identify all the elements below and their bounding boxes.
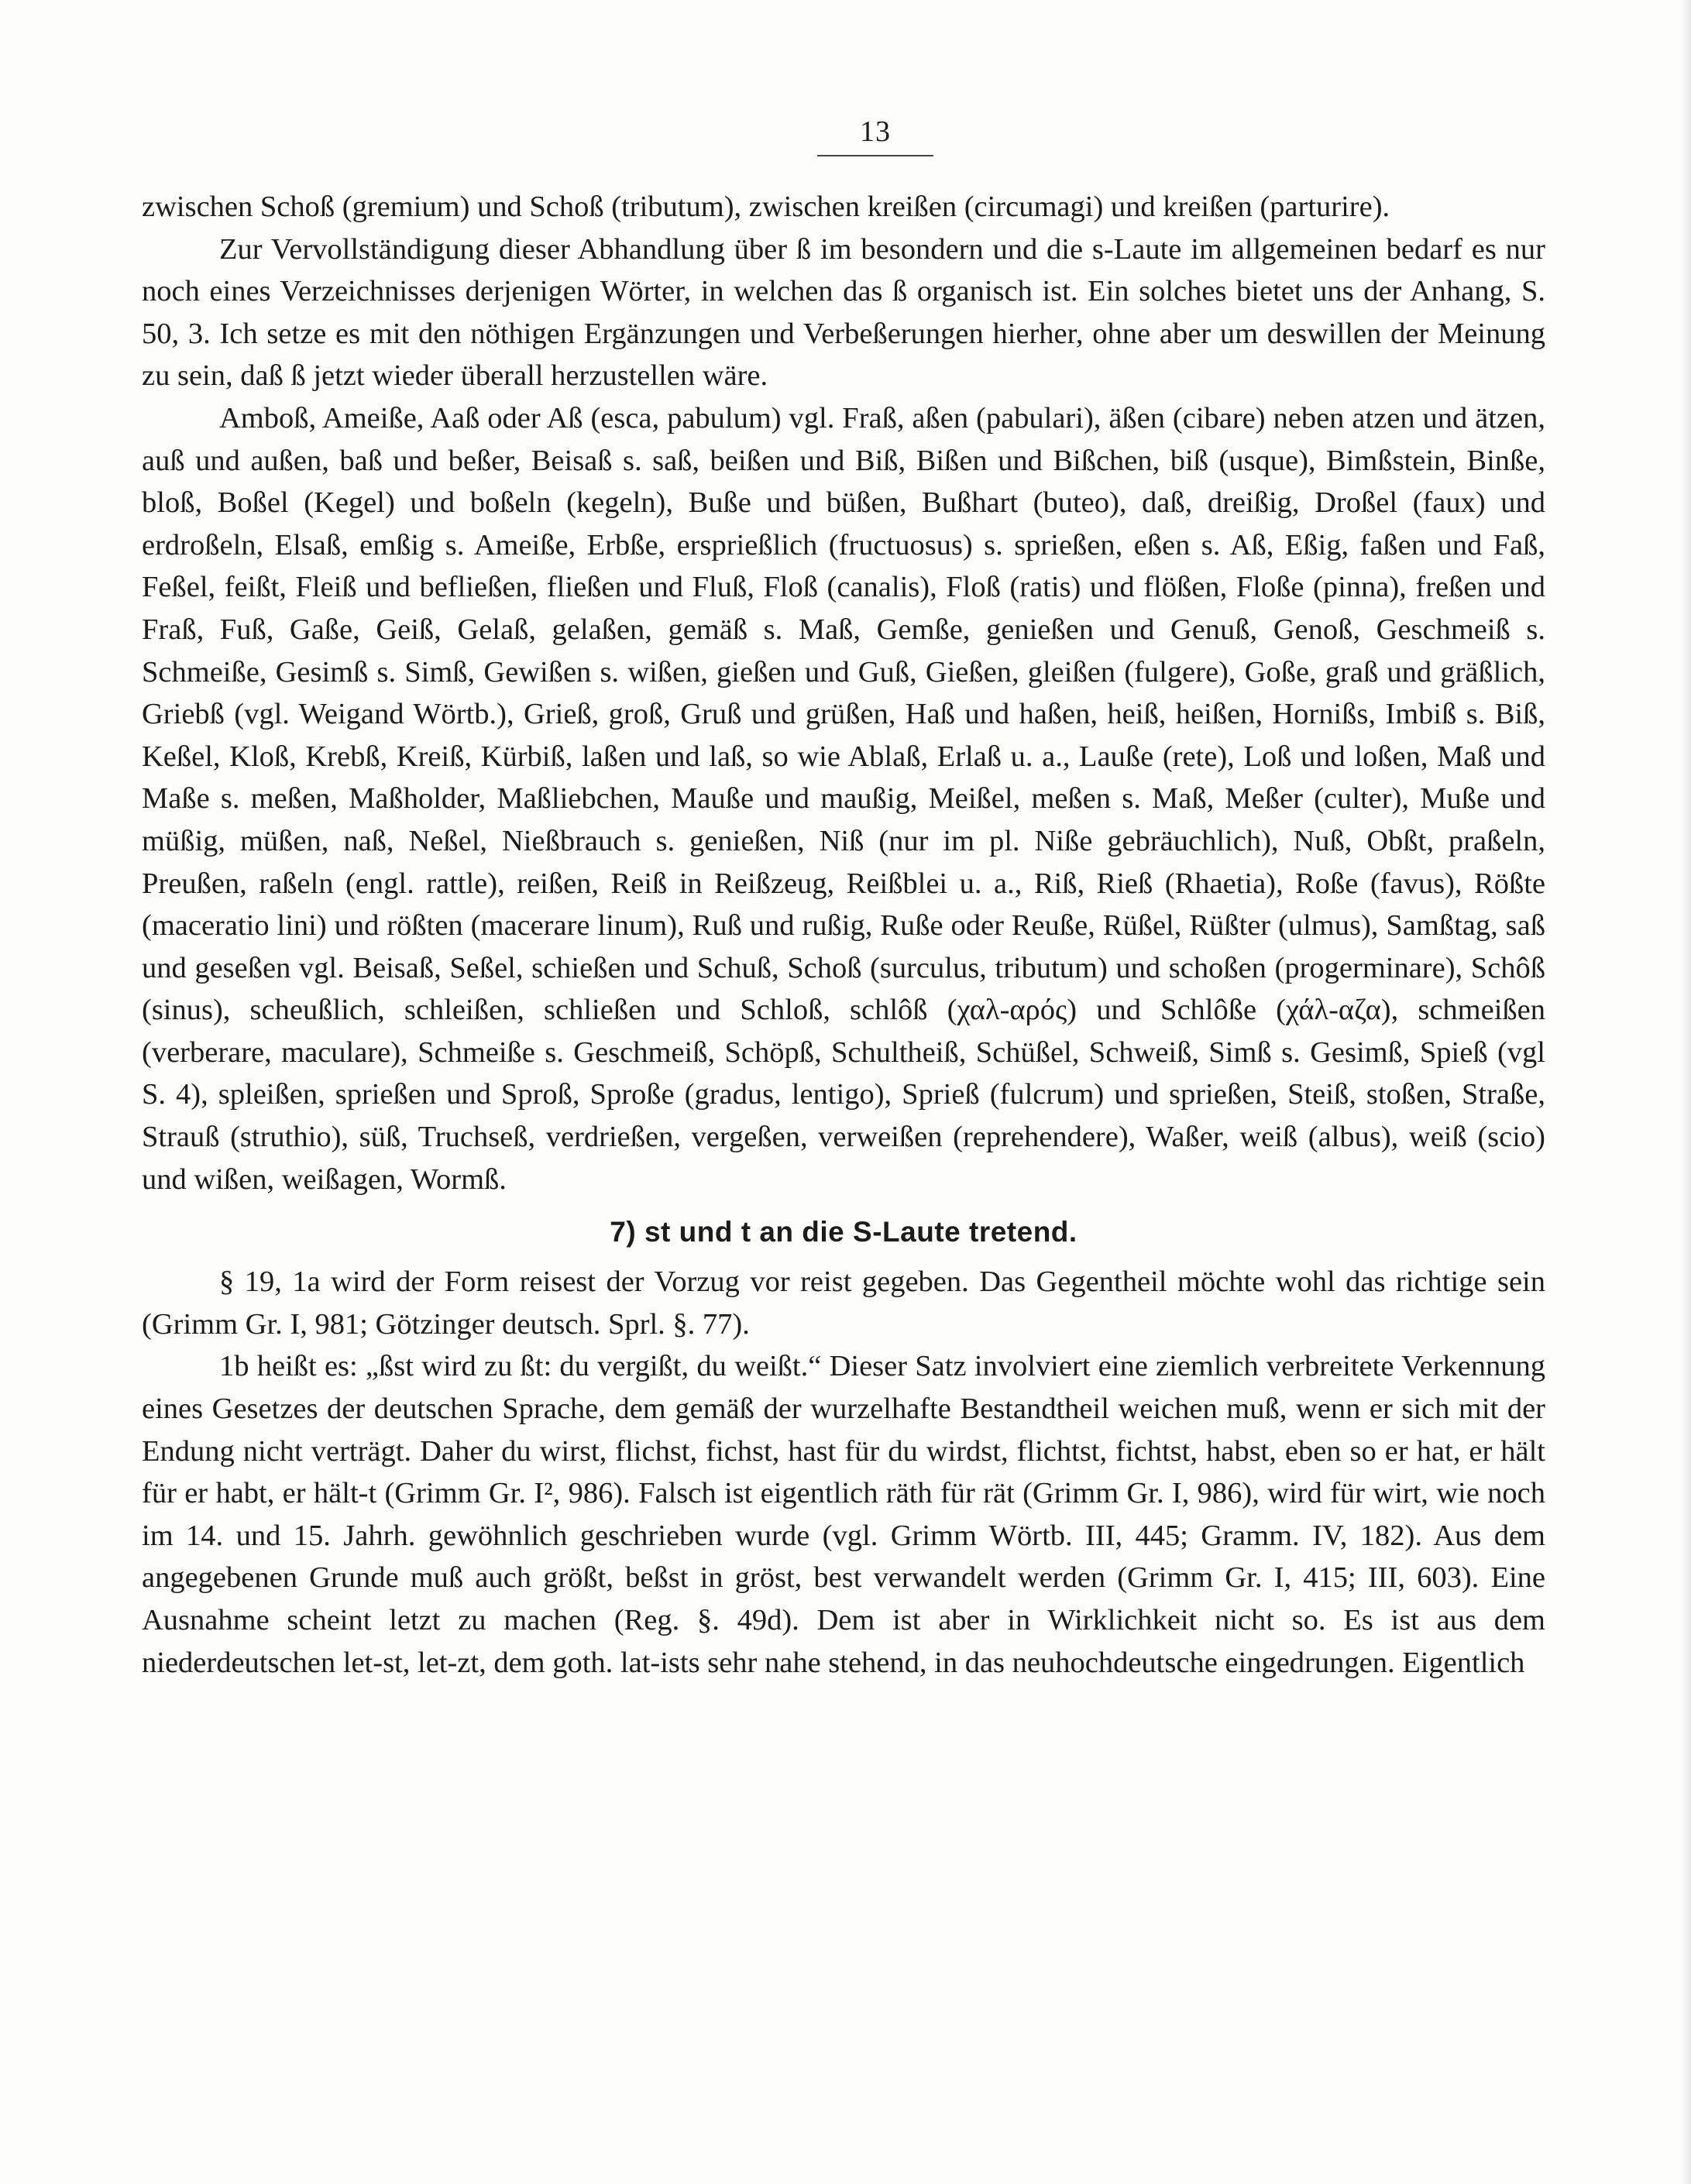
body-text [142,186,1545,1684]
header-rule [817,155,933,156]
section-paragraph: § 19, 1a wird der Form reisest der Vorzug vor reist gegeben. Das Gegentheil möchte wohl das richtige sein (Grimm Gr. I, 981; Götzinger deutsch. Sprl. §. 77). [142,1265,1545,1341]
page-header [798,115,953,156]
section-paragraph: 1b heißt es: „ßst wird zu ßt: du vergißt, du weißt.“ Dieser Satz involviert eine ziemlich verbreitete Verkennung eines Gesetzes der deutschen Sprache, dem gemäß der wurzelhafte Bestandtheil weichen muß, wenn er sich mit der Endung nicht verträgt. Daher du wirst, flichst, fichst, hast für du wirdst, flichtst, fichtst, habst, eben so er hat, er hält für er habt, er hält-t (Grimm Gr. I², 986). Falsch ist eigentlich räth für rät (Grimm Gr. I, 986), wird für wirt, wie noch im 14. und 15. Jahrh. gewöhnlich geschrieben wurde (vgl. Grimm Wörtb. III, 445; Gramm. IV, 182). Aus dem angegebenen Grunde muß auch größt, beßst in gröst, best verwandelt werden (Grimm Gr. I, 415; III, 603). Eine Ausnahme scheint letzt zu machen (Reg. §. 49d). Dem ist aber in Wirklichkeit nicht so. Es ist aus dem niederdeutschen let-st, let-zt, dem goth. lat-ists sehr nahe stehend, in das neuhochdeutsche eingedrungen. Eigentlich [142,1350,1545,1679]
paragraph-introduction: Zur Vervollständigung dieser Abhandlung über ß im besondern und die s-Laute im allgemeinen bedarf es nur noch eines Verzeichnisses derjenigen Wörter, in welchen das ß organisch ist. Ein solches bietet uns der Anhang, S. 50, 3. Ich setze es mit den nöthigen Ergänzungen und Verbeßerungen hierher, ohne aber um deswillen der Meinung zu sein, daß ß jetzt wieder überall herzustellen wäre. [142,232,1545,393]
paragraph-word-list: Amboß, Ameiße, Aaß oder Aß (esca, pabulum) vgl. Fraß, aßen (pabulari), äßen (cibare) neben atzen und ätzen, auß und außen, baß und beßer, Beisaß s. saß, beißen und Biß, Bißen und Bißchen, biß (usque), Bimßstein, Binße, bloß, Boßel (Kegel) und boßeln (kegeln), Buße und büßen, Bußhart (buteo), daß, dreißig, Droßel (faux) und erdroßeln, Elsaß, emßig s. Ameiße, Erbße, ersprießlich (fructuosus) s. sprießen, eßen s. Aß, Eßig, faßen und Faß, Feßel, feißt, Fleiß und befließen, fließen und Fluß, Floß (canalis), Floß (ratis) und flößen, Floße (pinna), freßen und Fraß, Fuß, Gaße, Geiß, Gelaß, gelaßen, gemäß s. Maß, Gemße, genießen und Genuß, Genoß, Geschmeiß s. Schmeiße, Gesimß s. Simß, Gewißen s. wißen, gießen und Guß, Gießen, gleißen (fulgere), Goße, graß und gräßlich, Griebß (vgl. Weigand Wörtb.), Grieß, groß, Gruß und grüßen, Haß und haßen, heiß, heißen, Hornißs, Imbiß s. Biß, Keßel, Kloß, Krebß, Kreiß, Kürbiß, laßen und laß, so wie Ablaß, Erlaß u. a., Lauße (rete), Loß und loßen, Maß und Maße s. meßen, Maßholder, Maßliebchen, Mauße und maußig, Meißel, meßen s. Maß, Meßer (culter), Muße und müßig, müßen, naß, Neßel, Nießbrauch s. genießen, Niß (nur im pl. Niße gebräuchlich), Nuß, Obßt, praßeln, Preußen, raßeln (engl. rattle), reißen, Reiß in Reißzeug, Reißblei u. a., Riß, Rieß (Rhaetia), Roße (favus), Rößte (maceratio lini) und rößten (macerare linum), Ruß und rußig, Ruße oder Reuße, Rüßel, Rüßter (ulmus), Samßtag, saß und geseßen vgl. Beisaß, Seßel, schießen und Schuß, Schoß (surculus, tributum) und schoßen (progerminare), Schôß (sinus), scheußlich, schleißen, schließen und Schloß, schlôß (χαλ-αρός) und Schlôße (χάλ-αζα), schmeißen (verberare, maculare), Schmeiße s. Geschmeiß, Schöpß, Schultheiß, Schüßel, Schweiß, Simß s. Gesimß, Spieß (vgl S. 4), spleißen, sprießen und Sproß, Sproße (gradus, lentigo), Sprieß (fulcrum) und sprießen, Steiß, stoßen, Straße, Strauß (struthio), süß, Truchseß, verdrießen, vergeßen, verweißen (reprehendere), Waßer, weiß (albus), weiß (scio) und wißen, weißagen, Wormß. [142,401,1545,1196]
paragraph-continuation: zwischen Schoß (gremium) und Schoß (tributum), zwischen kreißen (circumagi) und kreißen (parturire). [142,191,1390,223]
page-number: 13 [860,115,891,148]
page-edge [1680,0,1691,2184]
section-heading: 7) st und t an die S-Laute tretend. [610,1216,1077,1248]
